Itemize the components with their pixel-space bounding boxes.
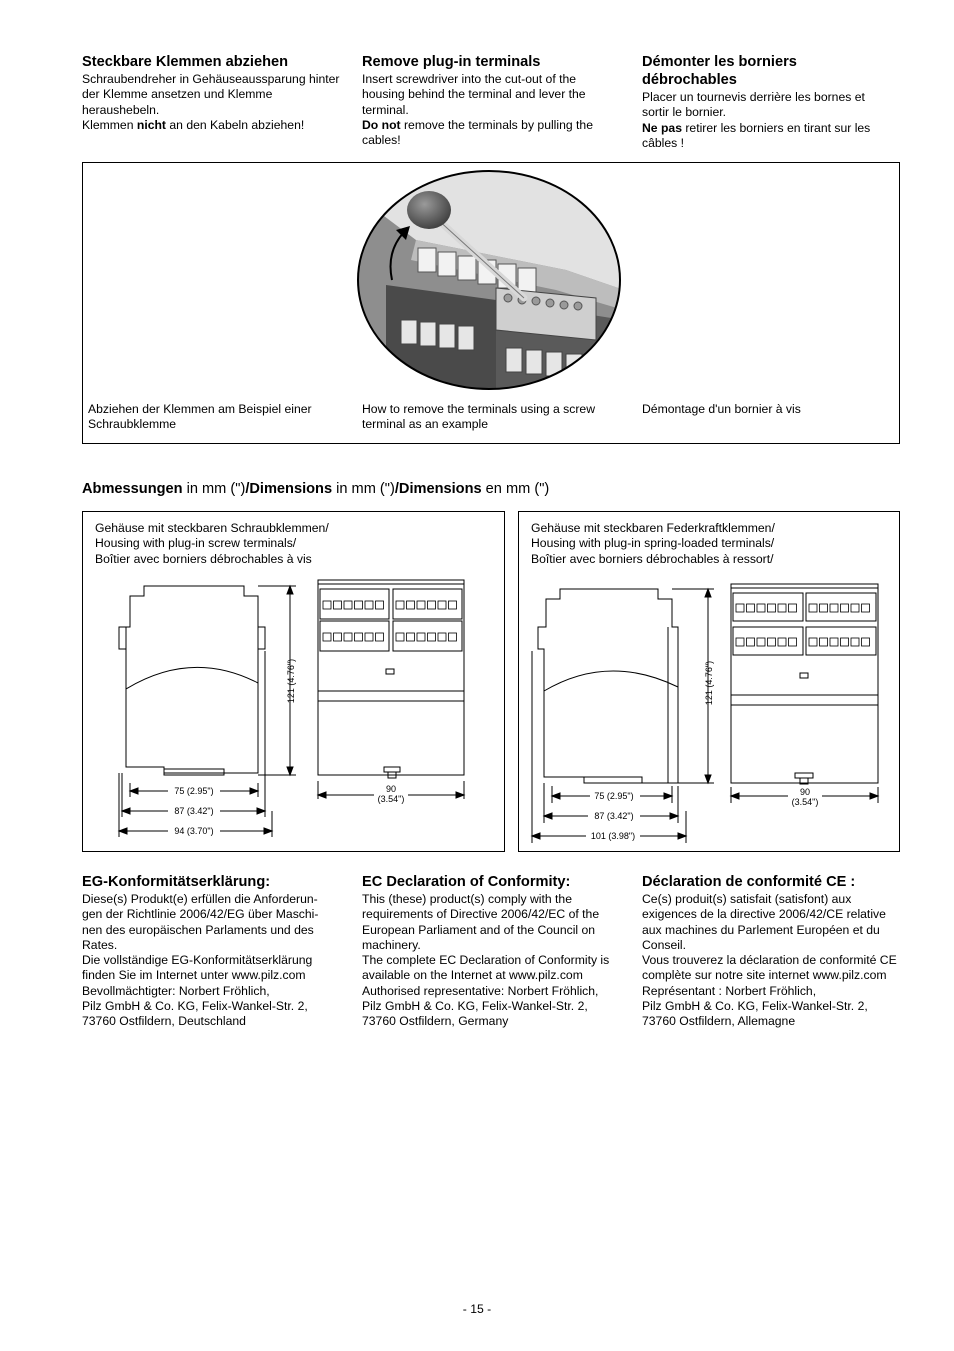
remove-terminals-fr — [642, 53, 892, 151]
terminal-slot — [862, 604, 870, 612]
terminal-slot — [820, 638, 828, 646]
conformity-link-fr: Vous trouverez la déclaration de conformité CE complète sur notre site internet www.pilz.com — [642, 953, 897, 983]
terminal-slot — [323, 633, 331, 641]
dim-87-spring: 87 (3.42") — [594, 811, 634, 821]
terminal-slot — [334, 633, 342, 641]
terminal-slot — [396, 633, 404, 641]
conformity-text-de: Diese(s) Produkt(e) erfüllen die Anforderun-gen der Richtlinie 2006/42/EG über Maschi-nen des europäischen Parlaments und des Rates. — [82, 892, 319, 952]
terminal-slot — [736, 604, 744, 612]
terminal-slot — [407, 633, 415, 641]
heading-en: Remove plug-in terminals — [362, 54, 541, 70]
terminal-slot — [344, 601, 352, 609]
representative-en: Authorised representative: Norbert Fröhlich, — [362, 983, 599, 998]
terminal-slot — [417, 601, 425, 609]
terminal-slot — [438, 601, 446, 609]
terminal-slot — [334, 601, 342, 609]
terminal-slot — [809, 638, 817, 646]
text-fr: Placer un tournevis derrière les bornes et sortir le bornier. — [642, 90, 865, 120]
city-en: 73760 Ostfildern, Germany — [362, 1014, 509, 1029]
dimensions-title: Abmessungen in mm (")/Dimensions in mm (")/Dimensions en mm (") — [82, 481, 550, 497]
terminal-slot — [407, 601, 415, 609]
remove-terminals-de — [82, 53, 344, 133]
spring-housing-drawing — [518, 511, 900, 852]
dim-90-inch-spring: (3.54") — [791, 797, 819, 807]
caption-fr: Démontage d'un bornier à vis — [642, 402, 801, 416]
address-fr: Pilz GmbH & Co. KG, Felix-Wankel-Str. 2, — [642, 999, 868, 1014]
terminal-slot — [376, 633, 384, 641]
conformity-de — [82, 873, 338, 1030]
screwdriver-illustration — [356, 170, 624, 392]
city-fr: 73760 Ostfildern, Allemagne — [642, 1014, 796, 1029]
screw-housing-drawing — [82, 511, 505, 852]
terminal-slot — [428, 601, 436, 609]
terminal-slot — [365, 601, 373, 609]
terminal-slot — [789, 638, 797, 646]
terminal-slot — [376, 601, 384, 609]
text-en: Insert screwdriver into the cut-out of the housing behind the terminal and lever the terminal. — [362, 72, 586, 117]
terminal-slot — [851, 604, 859, 612]
terminal-slot — [365, 633, 373, 641]
terminal-slot — [768, 604, 776, 612]
terminal-slot — [449, 633, 457, 641]
dim-94: 94 (3.70") — [174, 826, 214, 836]
dim-121: 121 (4.76") — [286, 658, 296, 704]
warning-de: Klemmen nicht an den Kabeln abziehen! — [82, 117, 305, 132]
terminal-slot — [820, 604, 828, 612]
representative-fr: Représentant : Norbert Fröhlich, — [642, 983, 817, 998]
conformity-heading-de: EG-Konformitätserklärung: — [82, 874, 271, 890]
dim-90-spring: 90 — [799, 787, 811, 797]
heading-de: Steckbare Klemmen abziehen — [82, 54, 289, 70]
conformity-heading-en: EC Declaration of Conformity: — [362, 874, 571, 890]
caption-de: Abziehen der Klemmen am Beispiel einer Schraubklemme — [88, 402, 312, 432]
city-de: 73760 Ostfildern, Deutschland — [82, 1014, 246, 1029]
address-de: Pilz GmbH & Co. KG, Felix-Wankel-Str. 2, — [82, 999, 308, 1014]
warning-en: Do not remove the terminals by pulling the cables! — [362, 117, 593, 148]
terminal-slot — [757, 604, 765, 612]
terminal-slot — [809, 604, 817, 612]
conformity-link-en: The complete EC Declaration of Conformity is available on the Internet at www.pilz.com — [362, 953, 610, 983]
terminal-slot — [778, 638, 786, 646]
terminal-slot — [323, 601, 331, 609]
dim-75-spring: 75 (2.95") — [594, 791, 634, 801]
dim-87: 87 (3.42") — [174, 806, 214, 816]
terminal-slot — [757, 638, 765, 646]
terminal-slot — [417, 633, 425, 641]
screw-housing-label: Gehäuse mit steckbaren Schraubklemmen/ Housing with plug-in screw terminals/ Boîtier avec borniers débrochables à vis — [95, 521, 329, 566]
terminal-slot — [428, 633, 436, 641]
page-number: - 15 - — [462, 1302, 492, 1316]
dim-101: 101 (3.98") — [590, 831, 636, 841]
conformity-text-en: This (these) product(s) comply with the requirements of Directive 2006/42/EC of the European Parliament and of the Council on machinery. — [362, 892, 600, 952]
conformity-link-de: Die vollständige EG-Konformitätserklärung finden Sie im Internet unter www.pilz.com — [82, 953, 313, 983]
terminal-slot — [830, 638, 838, 646]
terminal-slot — [841, 604, 849, 612]
text-de: Schraubendreher in Gehäuseaussparung hinter der Klemme ansetzen und Klemme heraushebeln. — [82, 72, 340, 117]
terminal-slot — [851, 638, 859, 646]
spring-housing-label: Gehäuse mit steckbaren Federkraftklemmen/ Housing with plug-in spring-loaded terminals/ Boîtier avec borniers débrochables à ressort/ — [531, 521, 775, 566]
terminal-slot — [841, 638, 849, 646]
terminal-slot — [778, 604, 786, 612]
terminal-slot — [830, 604, 838, 612]
dim-90-inch: (3.54") — [377, 794, 405, 804]
dim-75: 75 (2.95") — [174, 786, 214, 796]
address-en: Pilz GmbH & Co. KG, Felix-Wankel-Str. 2, — [362, 999, 588, 1014]
terminal-slot — [344, 633, 352, 641]
terminal-slot — [355, 601, 363, 609]
terminal-slot — [789, 604, 797, 612]
terminal-slot — [747, 638, 755, 646]
terminal-slot — [768, 638, 776, 646]
terminal-slot — [355, 633, 363, 641]
terminal-slot — [438, 633, 446, 641]
heading-fr: Démonter les borniers débrochables — [642, 54, 797, 88]
terminal-slot — [396, 601, 404, 609]
terminal-slot — [736, 638, 744, 646]
conformity-heading-fr: Déclaration de conformité CE : — [642, 874, 856, 890]
conformity-fr — [642, 873, 900, 1030]
dim-90: 90 — [385, 784, 397, 794]
dim-121-spring: 121 (4.76") — [704, 660, 714, 706]
terminal-slot — [862, 638, 870, 646]
warning-fr: Ne pas retirer les borniers en tirant sur les câbles ! — [642, 120, 871, 150]
terminal-slot — [747, 604, 755, 612]
terminal-slot — [449, 601, 457, 609]
conformity-text-fr: Ce(s) produit(s) satisfait (satisfont) aux exigences de la directive 2006/42/CE relative aux machines du Parlement Européen et du Conseil. — [642, 892, 886, 952]
remove-terminals-en — [362, 53, 617, 148]
conformity-en — [362, 873, 617, 1030]
representative-de: Bevollmächtigter: Norbert Fröhlich, — [82, 983, 270, 998]
caption-en: How to remove the terminals using a screw terminal as an example — [362, 402, 596, 432]
